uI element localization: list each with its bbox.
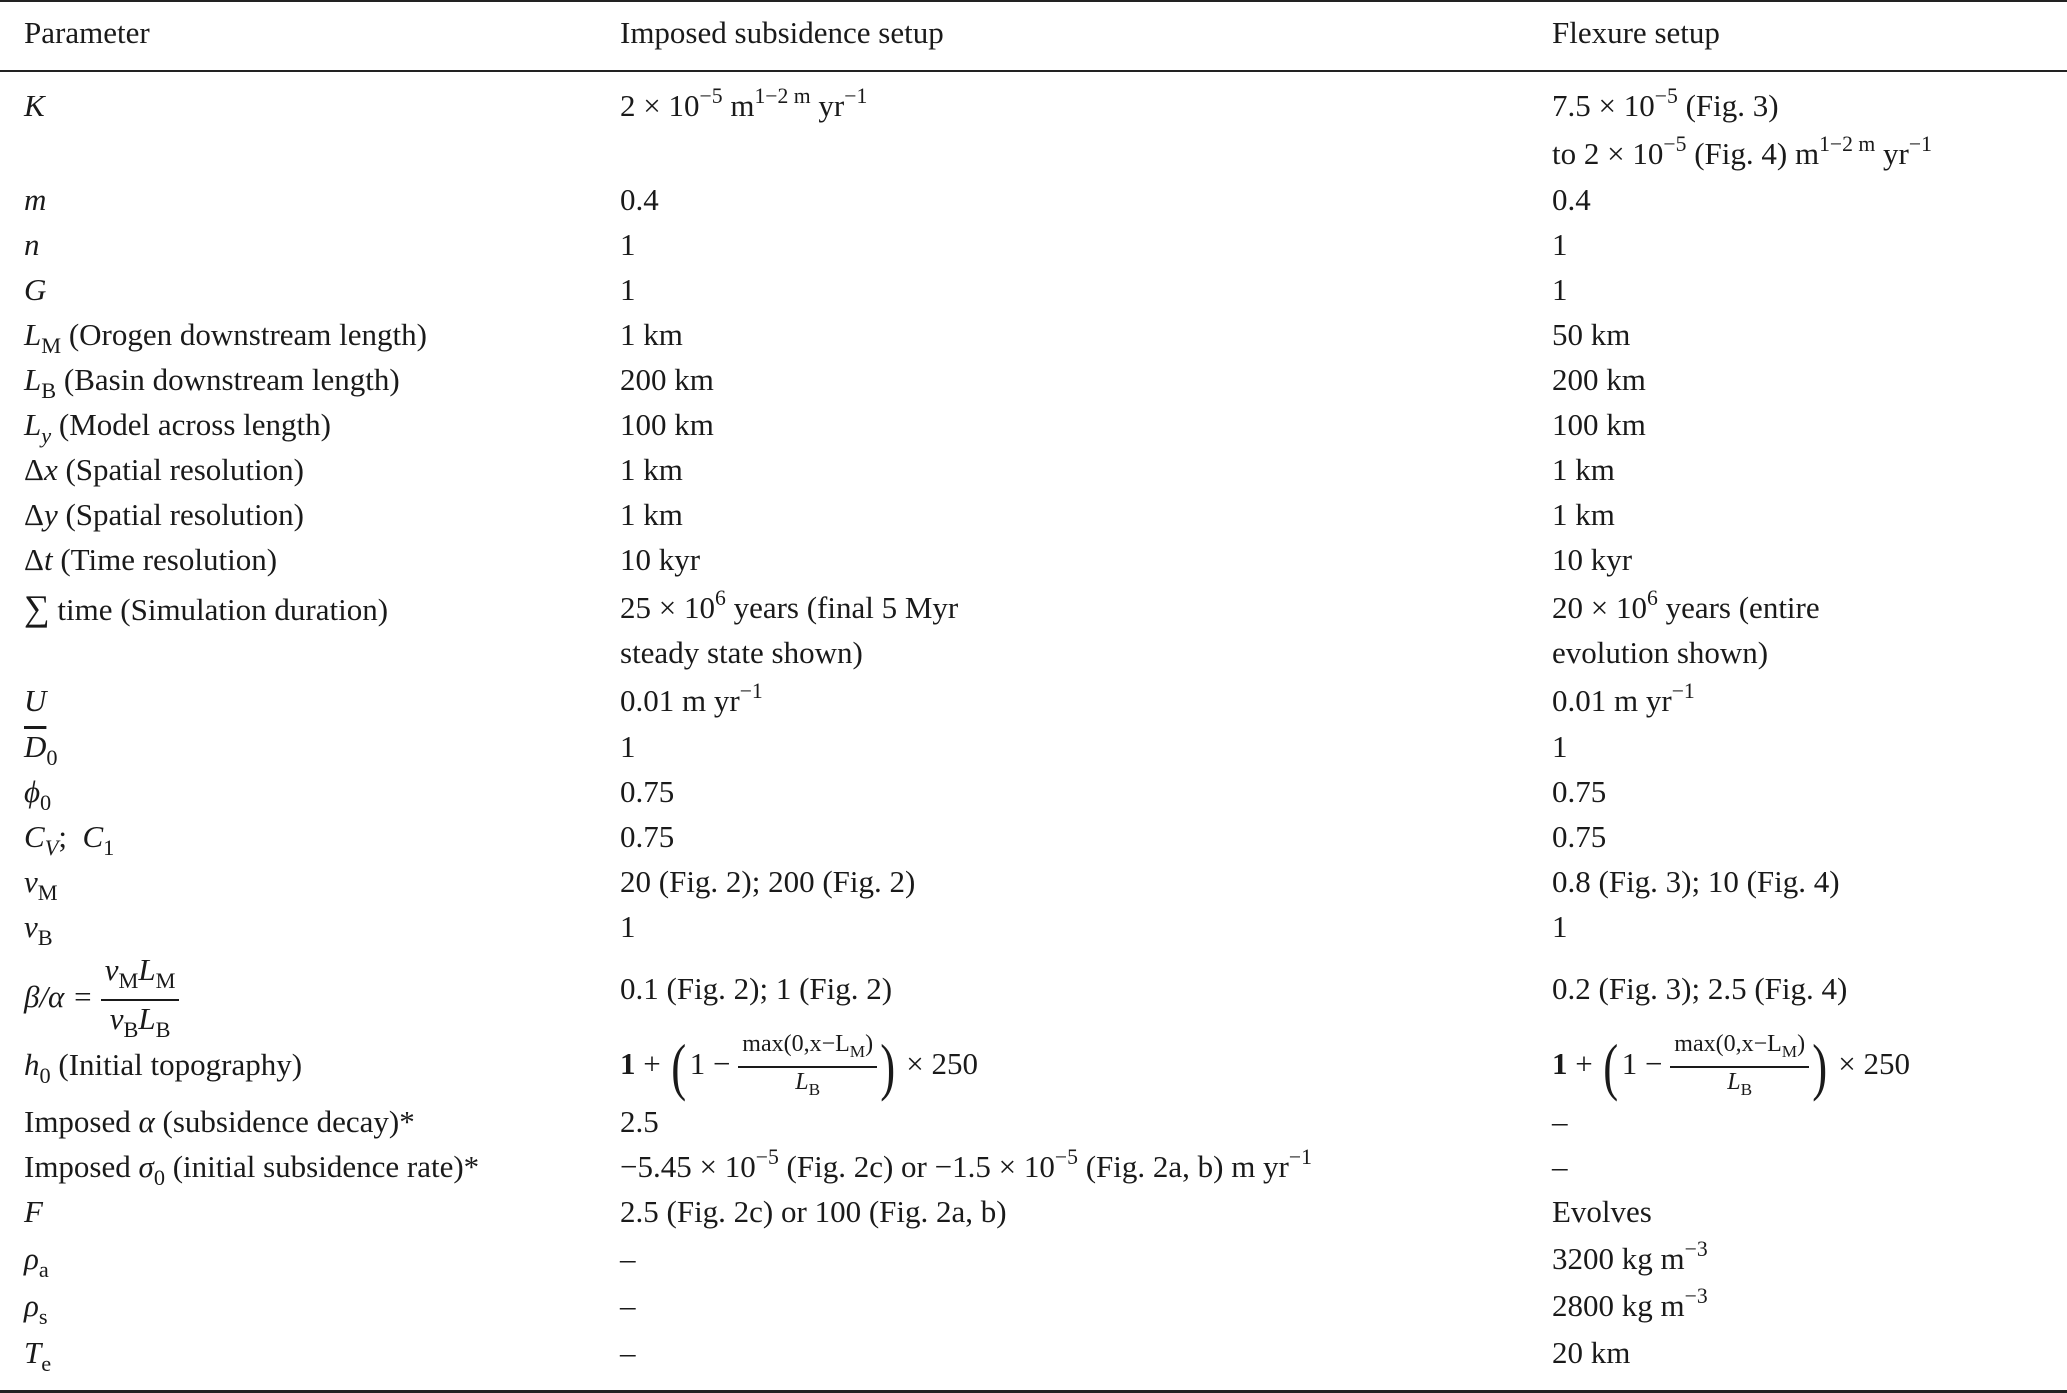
imposed-nuB: 1 (620, 909, 636, 944)
flexure-G: 1 (1552, 272, 1568, 307)
flexure-dx: 1 km (1552, 452, 1615, 487)
flexure-phi0: 0.75 (1552, 774, 1607, 809)
imposed-dt: 10 kyr (620, 542, 701, 577)
imposed-LM: 1 km (620, 317, 683, 352)
flexure-rhoa: 3200 kg $m^{-3}$ (1552, 1236, 1708, 1276)
imposed-F: 2.5 (Fig. 2c) or 100 (Fig. 2a, b) (620, 1194, 1007, 1229)
flexure-K-line2: to $2 \times 10^{-5}$ (Fig. 4) $m^{1-2 m}$ $yr^{-1}$ (1552, 131, 1932, 171)
param-sumtime: ∑ time (Simulation duration) (24, 588, 389, 628)
flexure-Ly: 100 km (1552, 407, 1646, 442)
flexure-U: 0.01 m $yr^{-1}$ (1552, 678, 1695, 718)
table-header-rule (0, 70, 2067, 72)
imposed-nuM: 20 (Fig. 2); 200 (Fig. 2) (620, 864, 916, 899)
param-nuB: $\nu_B$ (24, 909, 53, 950)
flexure-sigma0: – (1552, 1149, 1568, 1184)
imposed-CV: 0.75 (620, 819, 675, 854)
flexure-dt: 10 kyr (1552, 542, 1633, 577)
param-beta-alpha: β/α = $\frac{\nu_ML_M}{\nu_BL_B}$ (24, 952, 179, 1048)
table-top-rule (0, 0, 2067, 2)
param-rhos: $\rho_s$ (24, 1288, 48, 1329)
param-dy: Δy (Spatial resolution) (24, 497, 304, 532)
imposed-m: 0.4 (620, 182, 659, 217)
param-phi0: $\phi_0$ (24, 774, 52, 815)
param-Ly: $L_y$ (Model across length) (24, 407, 331, 448)
flexure-Te: 20 km (1552, 1335, 1631, 1370)
imposed-sumtime-line2: steady state shown) (620, 635, 863, 670)
param-CV-C1: $C_V$; $C_1$ (24, 819, 115, 860)
imposed-Te: – (620, 1335, 636, 1370)
imposed-sigma0: $-5.45 \times 10^{-5}$ (Fig. 2c) or $-1.5 \times 10^{-5}$ (Fig. 2a, b) m $yr^{-1}$ (620, 1144, 1312, 1184)
flexure-sumtime-line2: evolution shown) (1552, 635, 1769, 670)
param-nuM: $\nu_M$ (24, 864, 58, 905)
flexure-beta-alpha: 0.2 (Fig. 3); 2.5 (Fig. 4) (1552, 971, 1848, 1006)
imposed-G: 1 (620, 272, 636, 307)
flexure-K-line1: $7.5 \times 10^{-5}$ (Fig. 3) (1552, 83, 1779, 123)
imposed-K: $2 \times 10^{-5}$ $m^{1-2 m}$ $yr^{-1}$ (620, 83, 868, 123)
flexure-nuM: 0.8 (Fig. 3); 10 (Fig. 4) (1552, 864, 1840, 899)
imposed-rhos: – (620, 1288, 636, 1323)
flexure-h0-formula: 1 + ( 1 − $\frac{\max(0,x-L_M)}{L_B}$ ) × 250 (1552, 1031, 1910, 1103)
param-n: n (24, 227, 40, 262)
param-LB: $L_B$ (Basin downstream length) (24, 362, 400, 403)
flexure-rhos: 2800 kg $m^{-3}$ (1552, 1283, 1708, 1323)
imposed-beta-alpha: 0.1 (Fig. 2); 1 (Fig. 2) (620, 971, 893, 1006)
header-imposed: Imposed subsidence setup (620, 15, 944, 50)
param-K: K (24, 88, 45, 123)
param-dx: Δx (Spatial resolution) (24, 452, 304, 487)
flexure-dy: 1 km (1552, 497, 1615, 532)
flexure-D0: 1 (1552, 729, 1568, 764)
imposed-U: 0.01 m $yr^{-1}$ (620, 678, 763, 718)
param-LM: $L_M$ (Orogen downstream length) (24, 317, 427, 358)
header-parameter: Parameter (24, 15, 150, 50)
imposed-dy: 1 km (620, 497, 683, 532)
param-h0: $h_0$ (Initial topography) (24, 1047, 303, 1088)
param-Te: $T_e$ (24, 1335, 52, 1376)
imposed-rhoa: – (620, 1241, 636, 1276)
flexure-sumtime-line1: $20 \times 10^6$ years (entire (1552, 585, 1820, 625)
imposed-sumtime-line1: $25 \times 10^6$ years (final 5 Myr (620, 585, 959, 625)
param-F: F (24, 1194, 43, 1229)
param-dt: Δt (Time resolution) (24, 542, 278, 577)
param-m: m (24, 182, 47, 217)
imposed-n: 1 (620, 227, 636, 262)
imposed-alpha: 2.5 (620, 1104, 659, 1139)
param-rhoa: $\rho_a$ (24, 1241, 49, 1282)
imposed-phi0: 0.75 (620, 774, 675, 809)
flexure-m: 0.4 (1552, 182, 1591, 217)
param-alpha: Imposed α (subsidence decay)* (24, 1104, 415, 1139)
flexure-nuB: 1 (1552, 909, 1568, 944)
param-G: G (24, 272, 47, 307)
flexure-LB: 200 km (1552, 362, 1646, 397)
flexure-n: 1 (1552, 227, 1568, 262)
imposed-Ly: 100 km (620, 407, 714, 442)
imposed-D0: 1 (620, 729, 636, 764)
imposed-dx: 1 km (620, 452, 683, 487)
flexure-CV: 0.75 (1552, 819, 1607, 854)
flexure-alpha: – (1552, 1104, 1568, 1139)
flexure-F: Evolves (1552, 1194, 1652, 1229)
param-sigma0: Imposed $\sigma_0$ (initial subsidence rate)* (24, 1149, 480, 1190)
ratio-fraction: $\frac{\nu_ML_M}{\nu_BL_B}$ (101, 952, 180, 1048)
flexure-LM: 50 km (1552, 317, 1631, 352)
param-U: U (24, 683, 47, 718)
imposed-LB: 200 km (620, 362, 714, 397)
header-flexure: Flexure setup (1552, 15, 1720, 50)
param-D0: $\overline{D}_0$ (24, 729, 58, 770)
imposed-h0-formula: 1 + ( 1 − $\frac{\max(0,x-L_M)}{L_B}$ ) × 250 (620, 1031, 978, 1103)
